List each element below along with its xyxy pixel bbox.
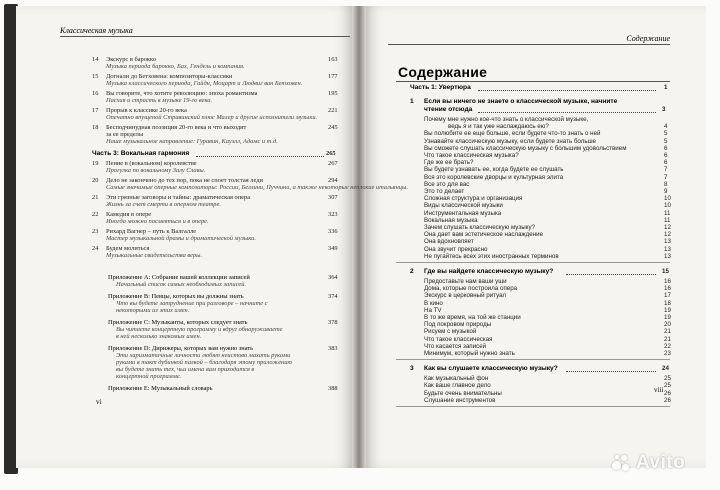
toc-item: Она вдохновляет: [424, 238, 474, 246]
toc-entry-page: 245: [328, 124, 338, 131]
toc-entry-number: 21: [92, 194, 99, 201]
toc-entry-text: Бесподчинудная поэзиция 20-го века и что выходит: [106, 124, 247, 131]
toc-item-page: 23: [664, 350, 671, 357]
toc-entry-number: 15: [92, 73, 99, 80]
toc-entry-number: 16: [92, 90, 99, 97]
chapter-rule: [396, 262, 670, 263]
toc-item: Предоставьте нам ваши уши: [424, 278, 507, 285]
toc-item: Не пугайтесь всех этих иностранных терминов: [424, 252, 559, 260]
appendix-desc: Вы читаете концертную программу и вдруг обнаруживаете: [116, 326, 283, 333]
toc-entry-text: Пение в (вокальном) королевстве: [106, 160, 197, 167]
toc-item: В кино: [424, 299, 443, 307]
toc-entry-text: Будем молиться: [106, 245, 150, 252]
toc-item-page: 13: [664, 238, 671, 246]
toc-item: На TV: [424, 306, 442, 314]
toc-entry-page: 195: [328, 90, 338, 97]
appendix-title: Приложение Е: Музыкальный словарь: [108, 385, 213, 392]
toc-entry-desc: Опечатно впущеной Стравинский плюс Малер и другие исполнители музыки.: [106, 114, 318, 121]
toc-entry-title: [92, 73, 232, 80]
toc-entry-number: 18: [92, 124, 99, 131]
appendix-page: 374: [328, 293, 338, 300]
toc-item-page: 21: [664, 328, 671, 336]
toc-item: Экскурс в церковный ритуал: [424, 292, 507, 300]
toc-entry-text: Экскурс в барокко: [106, 56, 157, 63]
toc-entry-title: [92, 228, 196, 235]
part3-leader: [196, 156, 324, 157]
appendix-title: Приложение А: Собрание вашей коллекции записей: [108, 274, 250, 281]
toc-item-page: 10: [664, 195, 671, 203]
appendix-title: Приложение С: Музыканты, которых следует знать: [108, 319, 248, 326]
toc-entry-title: [92, 90, 257, 97]
chapter-page: 15: [662, 268, 669, 275]
chapter-leader: [566, 371, 656, 372]
toc-entry-text: Вы говорите, что хотите революцию: эпоха романтизма: [106, 90, 258, 97]
toc-entry-desc: Музыкальные свидетельства веры.: [106, 252, 203, 259]
toc-entry-title: [92, 160, 197, 167]
toc-item: Виды классической музыки: [424, 202, 503, 210]
chapter-leader: [478, 112, 656, 113]
toc-item-page: 7: [664, 166, 668, 174]
toc-item: Слушание инструментов: [424, 396, 496, 404]
toc-entry-page: 177: [328, 73, 338, 80]
book-gutter: [352, 6, 366, 468]
chapter-title-cont: чтение отсюда: [424, 106, 473, 113]
toc-item: Что такое классическая музыка?: [424, 152, 519, 159]
toc-item-page: 8: [664, 180, 668, 188]
toc-item-page: 11: [664, 216, 671, 224]
toc-entry-title: [92, 124, 246, 131]
chapter-title: Если вы ничего не знаете о классической музыке, начните: [424, 98, 618, 105]
toc-item-page: 17: [664, 292, 671, 300]
toc-item-page: 16: [664, 278, 671, 285]
toc-item-page: 19: [664, 314, 671, 321]
toc-item: Все это для вас: [424, 180, 470, 188]
toc-entry-number: 14: [92, 56, 99, 63]
toc-item: Узнавайте классическую музыку, если будете знать больше: [424, 137, 596, 145]
left-page-number: vi: [96, 398, 102, 406]
toc-item-page: 25: [664, 375, 671, 383]
toc-item: Вы сможете слушать классическую музыку с большим удовольствием: [424, 144, 627, 152]
toc-item: Почему мне нужно кое-что знать о классической музыке,: [424, 116, 589, 123]
toc-entry-desc: Музыка классического периода, Гайдн, Моцарт и Людвиг ван Бетховен.: [106, 80, 303, 87]
chapter-title: Как вы слушаете классическую музыку?: [424, 365, 558, 373]
toc-entry-desc: Прогулка по вокальному Залу Славы.: [106, 167, 206, 174]
toc-item-page: 6: [664, 159, 668, 167]
toc-item: Она звучит прекрасно: [424, 245, 488, 253]
toc-item-page: 9: [664, 188, 668, 195]
toc-entry-desc: Мастер музыкальной драмы и драматической музыки.: [106, 235, 256, 242]
appendix-page: 383: [328, 345, 338, 352]
appendix-desc: вы будете знать тех, чьи имена вам приходится в: [116, 366, 255, 373]
toc-item: Вокальная музыка: [424, 216, 478, 224]
toc-entry-title-cont: за ее пределы: [106, 131, 144, 138]
appendix-desc: концертной программе.: [116, 373, 182, 380]
part1-leader: [478, 90, 656, 91]
toc-item: Вы полюбите ее еще больше, если будете что-то знать о ней: [424, 130, 601, 138]
toc-item: Где же ее брать?: [424, 159, 474, 167]
toc-entry-page: 307: [328, 194, 338, 201]
toc-entry-text: Прорыв к классике 20-го века: [106, 107, 187, 114]
appendix-desc: некоторыми из этих имен.: [116, 307, 190, 314]
toc-entry-text: Догнали до Бетховена: композиторы-классики: [106, 73, 233, 80]
avito-watermark: Avito: [636, 452, 686, 473]
toc-item: Дома, которые построила опера: [424, 285, 518, 293]
title-rule: [396, 81, 670, 82]
part3-page: 265: [326, 150, 336, 157]
toc-entry-number: 19: [92, 160, 99, 167]
toc-entry-number: 22: [92, 211, 99, 218]
toc-item: Что такое классическая: [424, 335, 493, 343]
appendix-desc: руками в такт дубинкой палкой – благодаря этому приложению: [116, 359, 292, 366]
toc-item-page: 5: [664, 137, 668, 145]
chapter-rule: [396, 359, 670, 360]
toc-entry-text: Эти грязные заговоры и тайны: драматическая опера: [106, 194, 251, 201]
contents-title: Содержание: [398, 64, 488, 80]
chapter-page: 3: [662, 106, 666, 113]
chapter-leader: [566, 274, 656, 275]
toc-entry-number: 23: [92, 228, 99, 235]
chapter-number: 2: [410, 268, 414, 275]
appendix-title: Приложение D: Дирижеры, которых вам нужно знать: [108, 345, 254, 352]
toc-item-page: 20: [664, 321, 671, 329]
toc-entry-title: [92, 245, 149, 252]
toc-entry-page: 294: [328, 177, 338, 184]
toc-entry-title: [92, 211, 151, 218]
toc-entry-desc: Наше музыкальное направление: Гуравин, Кауэлл, Адамс и т.д.: [106, 138, 278, 145]
toc-item: Рисуем с музыкой: [424, 328, 477, 336]
chapter-title: Где вы найдете классическую музыку?: [424, 268, 554, 275]
toc-entry-number: 20: [92, 177, 99, 184]
toc-item: В то же время, на той же станции: [424, 314, 521, 321]
toc-entry-text: Рихард Вагнер – путь к Валгалле: [106, 228, 197, 235]
right-page-number: viii: [654, 386, 664, 394]
toc-item-page: 13: [664, 252, 671, 260]
appendix-desc: Что вы будете затруднение при разговоре – начните с: [116, 300, 268, 307]
left-running-head: Классическая музыка: [60, 26, 350, 37]
toc-item: Зачем слушать классическую музыку?: [424, 224, 535, 231]
toc-item: Сложная структура и организация: [424, 195, 523, 203]
toc-entry-title: [92, 56, 156, 63]
avito-logo-icon: [612, 455, 632, 475]
toc-entry-title: [92, 177, 263, 184]
part1-page: 1: [664, 84, 668, 91]
chapter-rule: [396, 406, 670, 407]
toc-entry-desc: Жизнь за счет смерти в оперном театре.: [106, 201, 221, 208]
toc-item-page: 4: [664, 123, 668, 131]
right-running-head: Содержание: [388, 34, 670, 45]
toc-item-page: 26: [664, 396, 671, 404]
appendix-desc: Начальный список самых необходимых записей.: [116, 281, 246, 288]
toc-entry-number: 17: [92, 107, 99, 114]
toc-item-page: 6: [664, 144, 668, 152]
toc-entry-page: 349: [328, 245, 338, 252]
toc-entry-page: 267: [328, 160, 338, 167]
toc-entry-page: 336: [328, 228, 338, 235]
toc-item: Будьте очень внимательны: [424, 389, 502, 397]
toc-item: Минимум, который нужно знать: [424, 350, 515, 357]
toc-entry-number: 24: [92, 245, 99, 252]
toc-item: Вся это королевские дворцы и культурная элита: [424, 173, 564, 181]
chapter-number: 1: [410, 98, 414, 105]
toc-entry-desc: Пасхия и страсть в музыке 19-го века.: [106, 97, 213, 104]
toc-item: Под покровом природы: [424, 321, 492, 329]
toc-entry-desc: Музыка периода барокко, Бах, Гендель и компания.: [106, 63, 245, 70]
toc-item-page: 7: [664, 173, 668, 181]
toc-entry-page: 323: [328, 211, 338, 218]
toc-item-page: 21: [664, 335, 671, 343]
appendix-page: 388: [328, 385, 338, 392]
toc-entry-text: Дело не закончено до тех пор, пока не споет толстая леди: [106, 177, 263, 184]
appendix-desc: Эти харизматичные личности любят неистово махать руками: [116, 352, 291, 359]
toc-item-page: 18: [664, 299, 671, 307]
chapter-page: 24: [662, 365, 669, 373]
toc-item-page: 5: [664, 130, 668, 138]
appendix-desc: в ней несколько знакомых имен.: [116, 333, 202, 340]
toc-entry-desc: Самые значимые оперные композиторы: России, Беллини, Пуччини, а также некоторые неплохие итальянцы.: [106, 184, 408, 191]
toc-entry-text: Камедия в опере: [106, 211, 152, 218]
toc-item: Это то делает: [424, 188, 465, 195]
toc-item-page: 10: [664, 202, 671, 210]
toc-item: Вы будете узнавать ее, когда будете ее слушать: [424, 166, 564, 174]
toc-item: Инструментальная музыка: [424, 209, 502, 217]
toc-item-page: 6: [664, 152, 668, 159]
appendix-page: 364: [328, 274, 338, 281]
toc-item-page: 16: [664, 285, 671, 293]
toc-entry-desc: Иногда можно посмеяться и в опере.: [106, 218, 209, 225]
toc-item-page: 12: [664, 231, 671, 239]
toc-entry-page: 163: [328, 56, 338, 63]
part3-label: Часть 3: Вокальная гармония: [92, 150, 190, 157]
toc-item: Она дает вам эстетическое наслаждение: [424, 231, 544, 239]
toc-item-page: 25: [664, 382, 671, 390]
appendix-title: Приложение В: Певцы, которых вы должны знать: [108, 293, 244, 300]
toc-item-page: 19: [664, 306, 671, 314]
toc-item: Как ваше главное дело: [424, 382, 491, 390]
toc-item-page: 26: [664, 389, 671, 397]
toc-entry-page: 221: [328, 107, 338, 114]
toc-item-page: 11: [664, 209, 671, 217]
toc-item: Как музыкальный фон: [424, 375, 489, 383]
toc-item-page: 12: [664, 224, 671, 231]
appendix-page: 378: [328, 319, 338, 326]
chapter-number: 3: [410, 365, 414, 373]
toc-entry-title: [92, 107, 187, 114]
toc-entry-title: [92, 194, 250, 201]
part1-label: Часть 1: Увертюра: [410, 84, 471, 91]
toc-item-page: 22: [664, 342, 671, 350]
toc-item-page: 13: [664, 245, 671, 253]
toc-item: ведь я и так уже наслаждаюсь ею?: [448, 123, 549, 131]
toc-item: Что касается записей: [424, 342, 487, 350]
